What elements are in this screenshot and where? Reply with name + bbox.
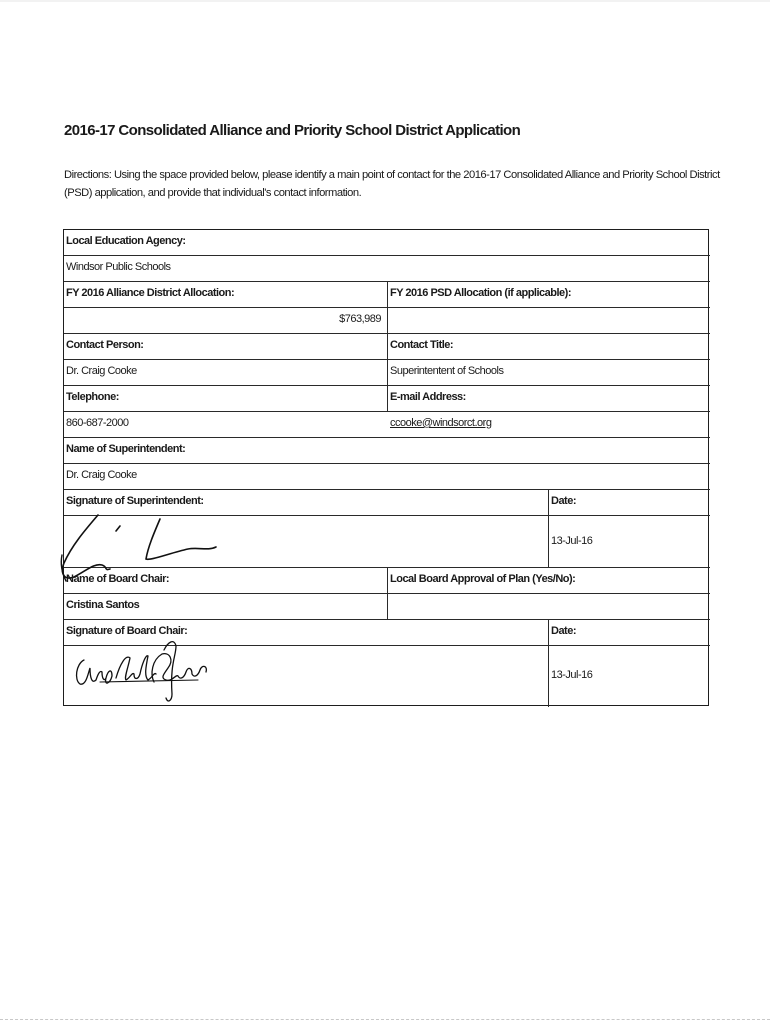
psd-allocation-label: FY 2016 PSD Allocation (if applicable):: [390, 287, 571, 299]
superintendent-name-field[interactable]: Dr. Craig Cooke: [66, 469, 137, 481]
column-divider: [387, 281, 388, 411]
document-title: 2016-17 Consolidated Alliance and Priority School District Application: [64, 122, 521, 139]
telephone-field[interactable]: 860-687-2000: [66, 417, 129, 429]
contact-person-field[interactable]: Dr. Craig Cooke: [66, 365, 137, 377]
psd-allocation-field[interactable]: [390, 313, 706, 331]
scan-edge-top: [0, 0, 770, 2]
row-divider: [64, 619, 710, 620]
board-chair-label: Name of Board Chair:: [66, 573, 170, 585]
column-divider: [548, 619, 549, 707]
telephone-label: Telephone:: [66, 391, 119, 403]
superintendent-signature-label: Signature of Superintendent:: [66, 495, 204, 507]
email-label: E-mail Address:: [390, 391, 466, 403]
board-date-field[interactable]: 13-Jul-16: [551, 669, 593, 681]
row-divider: [64, 463, 710, 464]
superintendent-date-field[interactable]: 13-Jul-16: [551, 535, 593, 547]
board-signature-label: Signature of Board Chair:: [66, 625, 188, 637]
board-chair-signature-image: [70, 634, 220, 708]
directions-text: Directions: Using the space provided below, please identify a main point of contact for the 2016-17 Consolidated Alliance and Priority School District (PSD) application, and provide that individual's contact information.: [64, 169, 720, 199]
column-divider: [548, 489, 549, 567]
row-divider: [64, 489, 710, 490]
lea-label: Local Education Agency:: [66, 235, 186, 247]
row-divider: [64, 411, 710, 412]
board-approval-field[interactable]: [390, 599, 706, 617]
row-divider: [64, 437, 710, 438]
email-link[interactable]: ccooke@windsorct.org: [390, 417, 492, 429]
contact-form: [63, 229, 709, 706]
contact-person-label: Contact Person:: [66, 339, 144, 351]
board-date-label: Date:: [551, 625, 577, 637]
superintendent-name-label: Name of Superintendent:: [66, 443, 186, 455]
lea-field[interactable]: Windsor Public Schools: [66, 261, 171, 273]
row-divider: [64, 255, 710, 256]
contact-title-label: Contact Title:: [390, 339, 454, 351]
alliance-allocation-field[interactable]: $763,989: [339, 313, 381, 325]
board-chair-field[interactable]: Cristina Santos: [66, 599, 140, 611]
board-approval-label: Local Board Approval of Plan (Yes/No):: [390, 573, 576, 585]
contact-title-field[interactable]: Superintentent of Schools: [390, 365, 504, 377]
superintendent-date-label: Date:: [551, 495, 577, 507]
column-divider: [387, 567, 388, 619]
scan-edge-bottom: [0, 1019, 770, 1020]
alliance-allocation-label: FY 2016 Alliance District Allocation:: [66, 287, 235, 299]
